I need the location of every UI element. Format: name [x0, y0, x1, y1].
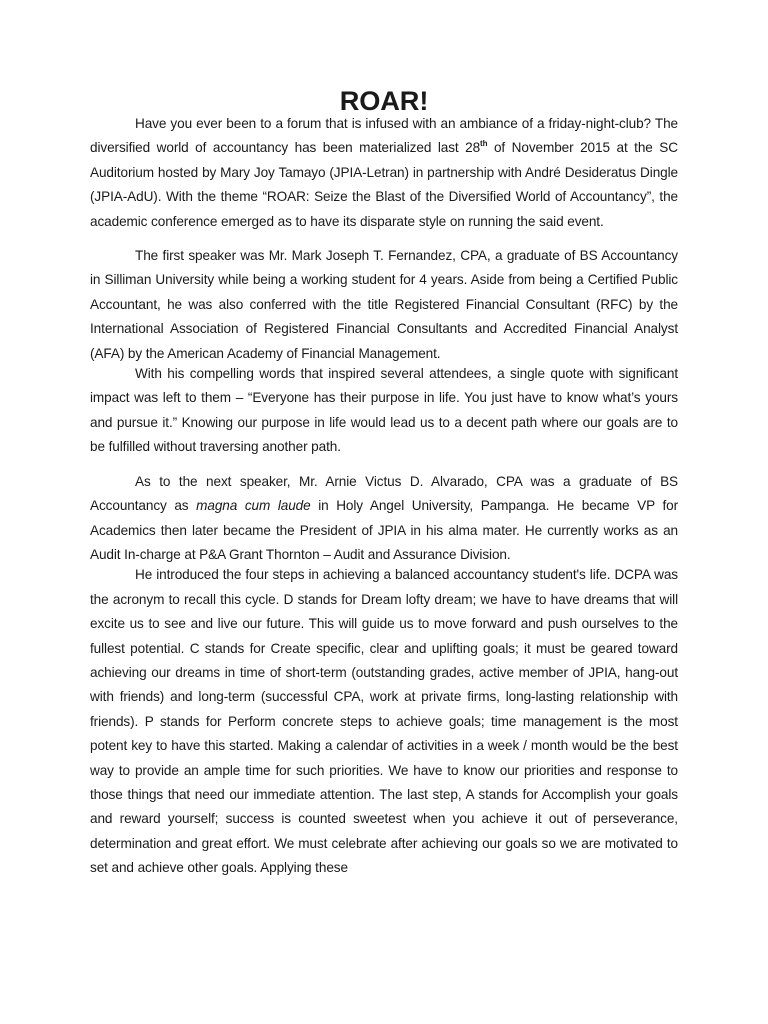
paragraph-first-speaker: The first speaker was Mr. Mark Joseph T. Fernandez, CPA, a graduate of BS Accountancy in Silliman University while being a working student for 4 years. Aside from being a Certified Public Accountant, he was also conferred with the title Registered Financial Consultant (RFC) by the International Association of Registered Financial Consultants and Accredited Financial Analyst (AFA) by the American Academy of Financial Management. — [90, 248, 678, 361]
honor-text: magna cum laude — [196, 498, 311, 514]
paragraph-intro-text-b: of November 2015 at the SC Auditorium hosted by Mary Joy Tamayo (JPIA-Letran) in partnership with André Desideratus Dingle (JPIA-AdU). With the theme “ROAR: Seize the Blast of the Diversified World of Accountancy”, the academic conference emerged as to have its disparate style on running the said event. — [90, 140, 678, 229]
paragraph-second-speaker-text-b: in Holy Angel University, Pampanga. He became VP for Academics then later became the President of JPIA in his alma mater. He currently works as an Audit In-charge at P&A Grant Thornton – Audit and Assurance Division. — [90, 498, 679, 562]
paragraph-dcpa: He introduced the four steps in achieving a balanced accountancy student's life. DCPA was the acronym to recall this cycle. D stands for Dream lofty dream; we have to have dreams that will excite us to see and live our future. This will guide us to move forward and push ourselves to the fullest potential. C stands for Create specific, clear and uplifting goals; it must be geared toward achieving our dreams in time of short-term (outstanding grades, active member of JPIA, hang-out with friends) and long-term (successful CPA, work at private firms, long-lasting relationship with friends). P stands for Perform concrete steps to achieve goals; time management is the most potent key to have this started. Making a calendar of activities in a week / month would be the best way to provide an ample time for such priorities. We have to know our priorities and response to those things that need our immediate attention. The last step, A stands for Accomplish your goals and reward yourself; success is counted sweetest when you achieve it out of perseverance, determination and great effort. We must celebrate after achieving our goals so we are motivated to set and achieve other goals. Applying these — [90, 567, 678, 876]
paragraph-first-speaker-quote: With his compelling words that inspired several attendees, a single quote with significant impact was left to them – “Everyone has their purpose in life. You just have to know what’s yours and pursue it.” Knowing our purpose in life would lead us to a decent path where our goals are to be fulfilled without traversing another path. — [90, 366, 678, 455]
document-page — [90, 85, 679, 881]
paragraph-intro — [90, 112, 678, 234]
paragraph-second-speaker-text-a: As to the next speaker, Mr. Arnie Victus D. Alvarado, CPA was a graduate of BS Accountancy as — [90, 473, 678, 514]
document-title: ROAR! — [339, 85, 429, 116]
ordinal-suffix: th — [480, 139, 488, 149]
paragraph-second-speaker — [90, 470, 678, 568]
paragraph-intro-text-a: Have you ever been to a forum that is infused with an ambiance of a friday-night-club? The diversified world of accountancy has been materialized last 28 — [90, 116, 678, 156]
